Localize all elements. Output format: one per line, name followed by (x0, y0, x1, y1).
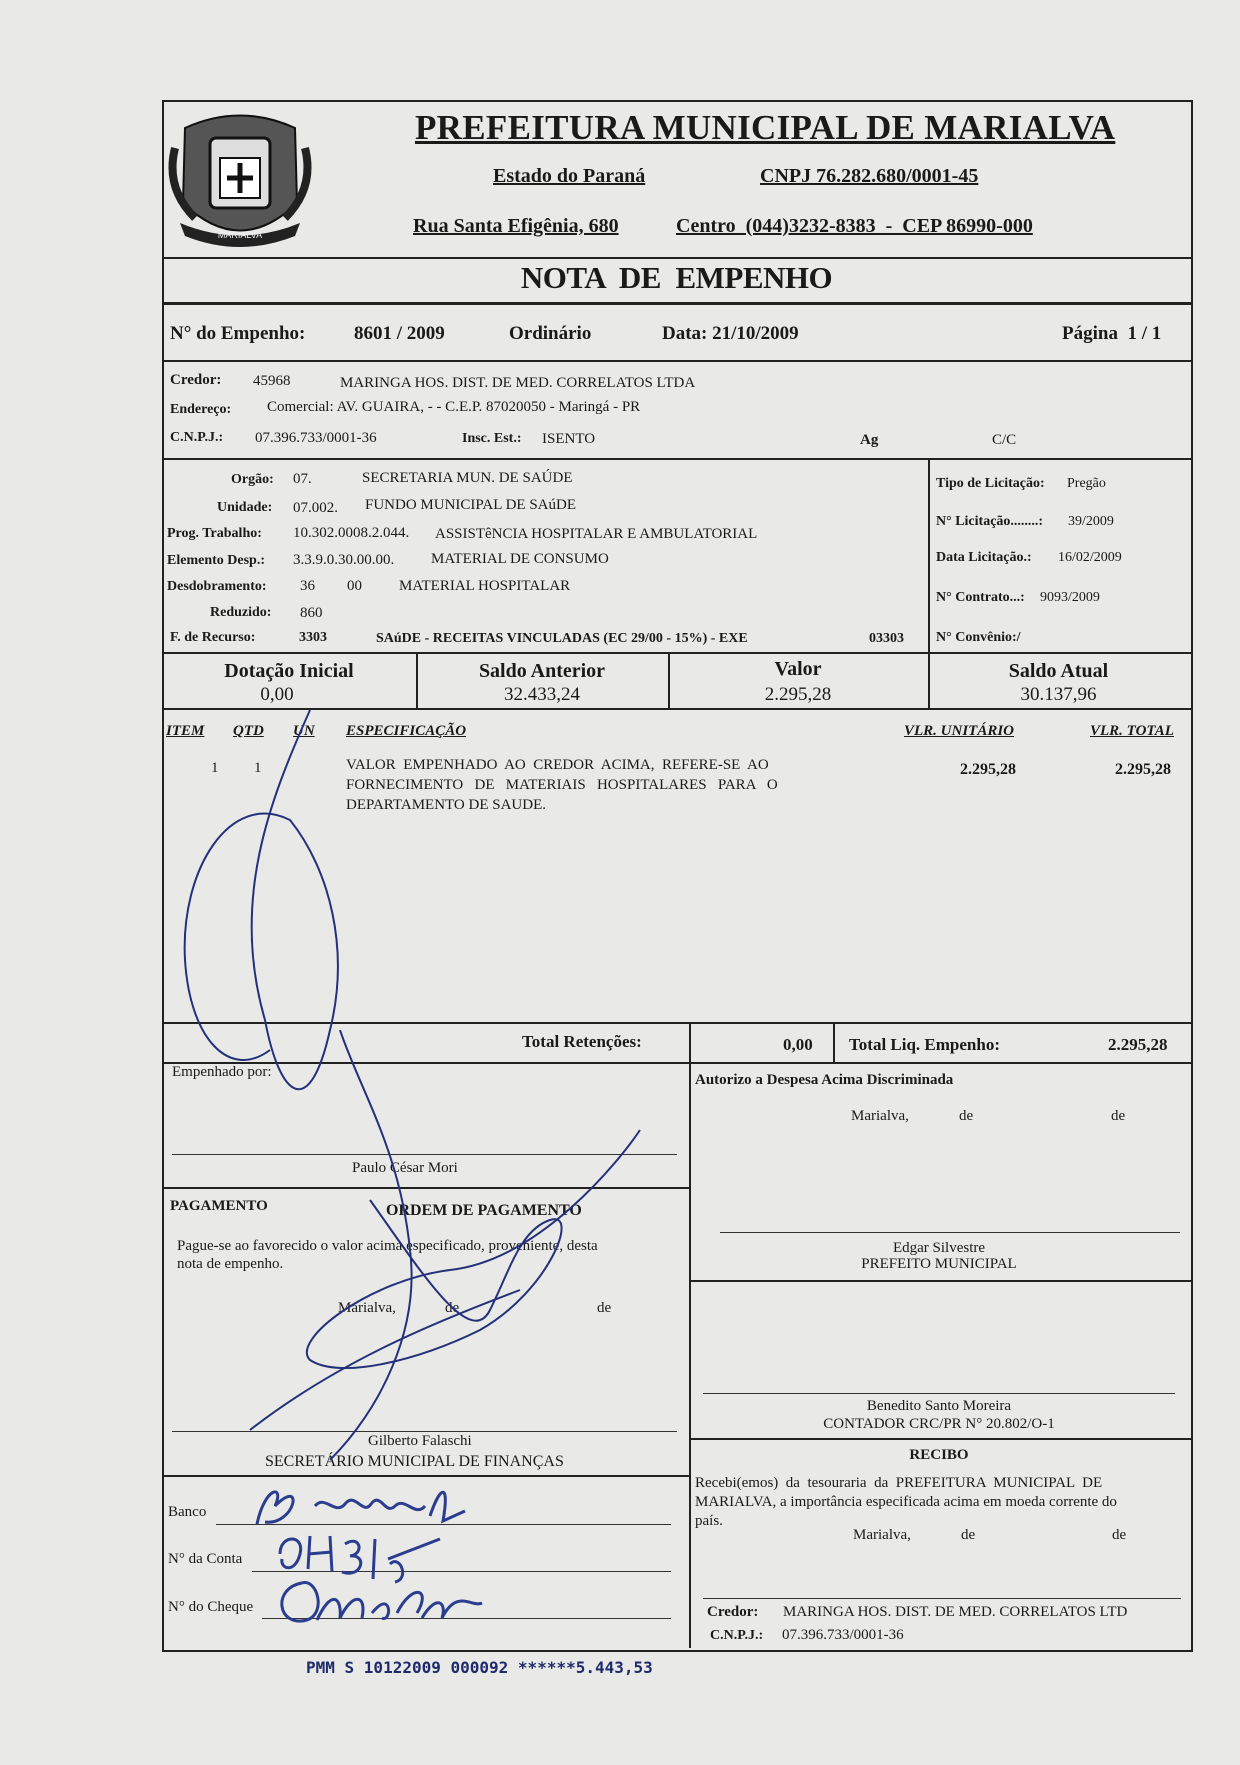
recurso-code2: 03303 (869, 631, 904, 646)
empenho-type: Ordinário (509, 323, 592, 344)
licitacao-number: 39/2009 (1068, 514, 1114, 529)
insc-value: ISENTO (542, 431, 596, 447)
prog-label: Prog. Trabalho: (167, 526, 262, 541)
ag-label: Ag (860, 432, 879, 448)
empenhado-label: Empenhado por: (172, 1064, 272, 1080)
credor-cnpj-label: C.N.P.J.: (170, 430, 224, 445)
contrato-number: 9093/2009 (1040, 590, 1100, 605)
col-qtd: QTD (233, 723, 264, 739)
item-espec-line2: FORNECIMENTO DE MATERIAIS HOSPITALARES PARA O (346, 777, 778, 793)
item-qtd: 1 (254, 760, 262, 776)
recibo-label: RECIBO (909, 1447, 969, 1463)
secretario-title: SECRETÁRIO MUNICIPAL DE FINANÇAS (265, 1453, 564, 1470)
liq-value: 2.295,28 (1108, 1035, 1168, 1054)
liq-label: Total Liq. Empenho: (849, 1035, 1000, 1054)
reduzido-value: 860 (300, 605, 323, 621)
pagamento-de1: de (445, 1300, 460, 1316)
item-unit-value: 2.295,28 (960, 761, 1016, 778)
orgao-code: 07. (293, 471, 312, 487)
unidade-code: 07.002. (293, 500, 338, 516)
recibo-text-line1: Recebi(emos) da tesouraria da PREFEITURA MUNICIPAL DE (695, 1475, 1103, 1491)
unidade-label: Unidade: (217, 500, 273, 515)
col-especificacao: ESPECIFICAÇÃO (346, 723, 467, 739)
reduzido-label: Reduzido: (210, 605, 272, 620)
elemento-label: Elemento Desp.: (167, 553, 265, 568)
empenho-number: 8601 / 2009 (354, 323, 445, 344)
orgao-label: Orgão: (231, 472, 274, 487)
recurso-label: F. de Recurso: (170, 630, 256, 645)
col-item: ITEM (166, 723, 205, 739)
cheque-label: N° do Cheque (168, 1599, 254, 1615)
recibo-de2: de (1112, 1527, 1127, 1543)
credor-address: Comercial: AV. GUAIRA, - - C.E.P. 87020050 - Maringá - PR (267, 399, 641, 415)
retencoes-value: 0,00 (783, 1035, 813, 1054)
pagamento-label: PAGAMENTO (170, 1198, 268, 1214)
licitacao-type: Pregão (1067, 476, 1106, 491)
empenho-date: Data: 21/10/2009 (662, 323, 799, 344)
empenhado-name: Paulo César Mori (352, 1160, 458, 1176)
convenio-label: N° Convênio:/ (936, 630, 1021, 645)
col-vlr-unitario: VLR. UNITÁRIO (904, 723, 1015, 739)
endereco-label: Endereço: (170, 402, 232, 417)
header-estado: Estado do Paraná (493, 165, 646, 187)
pagamento-city: Marialva, (338, 1300, 396, 1316)
prog-name: ASSISTêNCIA HOSPITALAR E AMBULATORIAL (435, 526, 758, 542)
credor-label: Credor: (170, 372, 222, 388)
valor-value: 2.295,28 (764, 684, 832, 705)
saldo-atual-label: Saldo Atual (1008, 660, 1109, 682)
contrato-label: N° Contrato...: (936, 590, 1025, 605)
prog-code: 10.302.0008.2.044. (293, 525, 410, 541)
recurso-name: SAúDE - RECEITAS VINCULADAS (EC 29/00 - 15%) - EXE (376, 631, 748, 646)
contador-title: CONTADOR CRC/PR N° 20.802/O-1 (823, 1416, 1055, 1432)
elemento-code: 3.3.9.0.30.00.00. (293, 552, 395, 568)
credor-name: MARINGA HOS. DIST. DE MED. CORRELATOS LTDA (340, 375, 696, 391)
page-title: PREFEITURA MUNICIPAL DE MARIALVA (415, 108, 1116, 147)
recibo-city: Marialva, (853, 1527, 911, 1543)
prefeito-title: PREFEITO MUNICIPAL (861, 1256, 1017, 1272)
recibo-credor-name: MARINGA HOS. DIST. DE MED. CORRELATOS LTD (783, 1604, 1128, 1620)
header-cnpj: CNPJ 76.282.680/0001-45 (760, 165, 979, 187)
recibo-cnpj: 07.396.733/0001-36 (782, 1627, 904, 1643)
municipal-seal-icon (165, 108, 315, 258)
unidade-name: FUNDO MUNICIPAL DE SAúDE (365, 497, 576, 513)
retencoes-label: Total Retenções: (522, 1032, 642, 1051)
licitacao-type-label: Tipo de Licitação: (936, 476, 1045, 491)
item-total-value: 2.295,28 (1115, 761, 1171, 778)
licitacao-date-label: Data Licitação.: (936, 550, 1032, 565)
autorizo-de1: de (959, 1108, 974, 1124)
autorizo-label: Autorizo a Despesa Acima Discriminada (695, 1072, 954, 1088)
orgao-name: SECRETARIA MUN. DE SAÚDE (362, 470, 573, 486)
recibo-de1: de (961, 1527, 976, 1543)
dotacao-value: 0,00 (260, 684, 294, 705)
desdob-label: Desdobramento: (167, 579, 267, 594)
col-vlr-total: VLR. TOTAL (1090, 723, 1174, 739)
pagamento-text-line2: nota de empenho. (177, 1256, 284, 1272)
saldo-anterior-label: Saldo Anterior (478, 660, 606, 682)
licitacao-date: 16/02/2009 (1058, 550, 1122, 565)
elemento-name: MATERIAL DE CONSUMO (431, 551, 609, 567)
pagamento-de2: de (597, 1300, 612, 1316)
cc-label: C/C (992, 432, 1017, 448)
desdob-code: 36 (300, 578, 315, 594)
secretario-name: Gilberto Falaschi (368, 1433, 472, 1449)
recibo-text-line3: país. (695, 1513, 723, 1529)
desdob-name: MATERIAL HOSPITALAR (399, 578, 571, 594)
recibo-credor-label: Credor: (707, 1604, 759, 1620)
header-contact: Centro (044)3232-8383 - CEP 86990-000 (676, 215, 1033, 237)
item-number: 1 (211, 760, 219, 776)
document-title: NOTA DE EMPENHO (520, 260, 833, 295)
recurso-code: 3303 (299, 630, 327, 645)
seal-label: MARIALVA (217, 230, 263, 240)
bank-stamp: PMM S 10122009 000092 ******5.443,53 (306, 1658, 653, 1677)
credor-cnpj: 07.396.733/0001-36 (255, 430, 377, 446)
recibo-cnpj-label: C.N.P.J.: (710, 1628, 764, 1643)
autorizo-city: Marialva, (851, 1108, 909, 1124)
pagamento-text-line1: Pague-se ao favorecido o valor acima especificado, proveniente, desta (177, 1238, 598, 1254)
col-un: UN (293, 723, 315, 739)
dotacao-label: Dotação Inicial (224, 660, 354, 682)
desdob-code2: 00 (347, 578, 362, 594)
valor-label: Valor (774, 658, 822, 680)
saldo-atual-value: 30.137,96 (1020, 684, 1097, 705)
empenho-number-label: N° do Empenho: (170, 323, 306, 344)
credor-code: 45968 (253, 373, 291, 389)
ordem-pagamento: ORDEM DE PAGAMENTO (386, 1202, 582, 1219)
autorizo-de2: de (1111, 1108, 1126, 1124)
item-espec-line3: DEPARTAMENTO DE SAUDE. (346, 797, 546, 813)
insc-label: Insc. Est.: (462, 431, 522, 446)
page-number: Página 1 / 1 (1062, 323, 1162, 344)
saldo-anterior-value: 32.433,24 (504, 684, 580, 705)
item-espec-line1: VALOR EMPENHADO AO CREDOR ACIMA, REFERE-SE AO (346, 757, 769, 773)
recibo-text-line2: MARIALVA, a importância especificada acima em moeda corrente do (695, 1494, 1117, 1510)
header-address: Rua Santa Efigênia, 680 (413, 215, 619, 237)
prefeito-name: Edgar Silvestre (892, 1240, 986, 1256)
banco-label: Banco (168, 1504, 207, 1520)
conta-label: N° da Conta (168, 1551, 243, 1567)
licitacao-number-label: N° Licitação........: (936, 514, 1044, 529)
contador-name: Benedito Santo Moreira (866, 1398, 1012, 1414)
